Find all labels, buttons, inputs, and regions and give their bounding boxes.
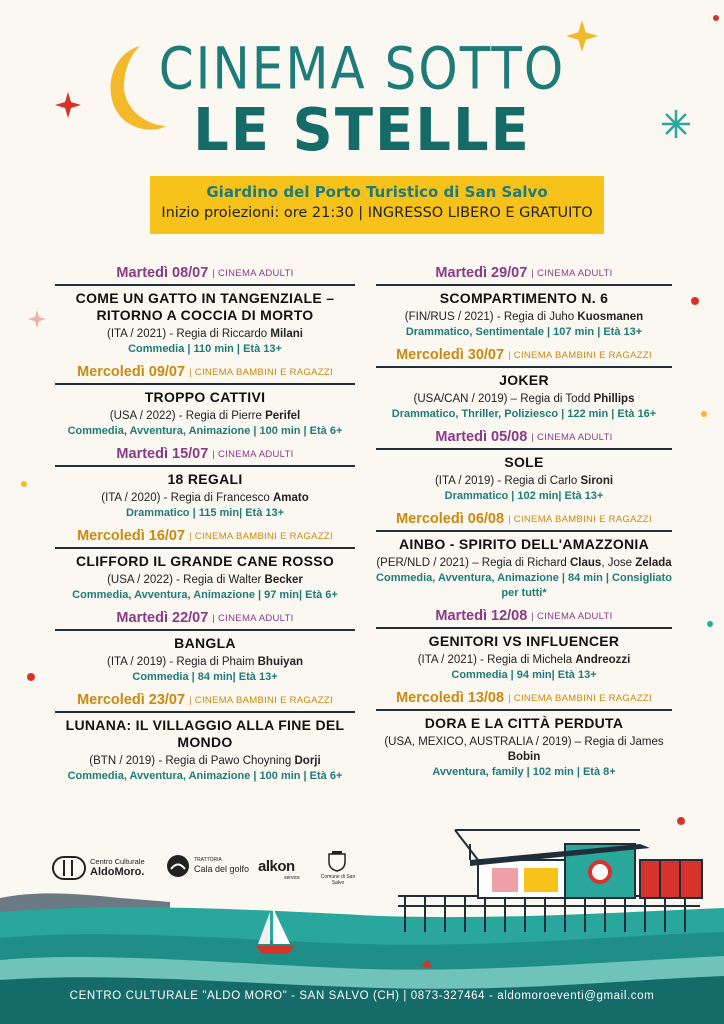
event-entry [55, 264, 355, 357]
event-date: Martedì 22/07 | CINEMA ADULTI [116, 610, 294, 626]
event-category: | CINEMA BAMBINI E RAGAZZI [189, 531, 333, 542]
film-meta: (ITA / 2020) - Regia di Francesco Amato [101, 492, 309, 504]
film-meta: (USA/CAN / 2019) – Regia di Todd Phillips [413, 393, 635, 405]
screening-info: Inizio proiezioni: ore 21:30 | INGRESSO LIBERO E GRATUITO [161, 205, 593, 221]
sponsor-logos: Centro Culturale AldoMoro. TRATTORIA Cala del golfo alkon service Comune di San Salvo [52, 850, 362, 890]
film-meta: (ITA / 2019) - Regia di Phaim Bhuiyan [106, 656, 303, 668]
divider [55, 547, 355, 549]
divider [376, 709, 672, 711]
film-title: AINBO - SPIRITO DELL'AMAZZONIA [398, 536, 650, 552]
event-date: Mercoledì 23/07 | CINEMA BAMBINI E RAGAZZI [77, 692, 333, 708]
film-meta: (ITA / 2021) - Regia di Riccardo Milani [106, 328, 303, 340]
dot-icon [20, 480, 28, 488]
schedule-right-column [376, 264, 672, 786]
event-entry [376, 607, 672, 683]
divider [376, 530, 672, 532]
film-genre: Avventura, family | 102 min | Età 8+ [432, 766, 616, 778]
dot-icon [712, 14, 720, 22]
film-title: BANGLA [174, 635, 236, 651]
film-genre: Commedia, Avventura, Animazione | 97 min| Età 6+ [72, 589, 338, 601]
event-category: | CINEMA BAMBINI E RAGAZZI [189, 367, 333, 378]
event-category: | CINEMA BAMBINI E RAGAZZI [189, 695, 333, 706]
event-entry [55, 609, 355, 685]
event-entry [55, 445, 355, 521]
event-category: | CINEMA ADULTI [212, 449, 294, 460]
film-genre: Commedia | 110 min | Età 13+ [128, 343, 282, 355]
film-genre: Commedia, Avventura, Animazione | 100 min | Età 6+ [67, 770, 343, 782]
cala-logo-icon [166, 854, 190, 878]
film-genre: Commedia, Avventura, Animazione | 100 min | Età 6+ [67, 425, 343, 437]
event-date: Mercoledì 09/07 | CINEMA BAMBINI E RAGAZZI [77, 364, 333, 380]
footer-contacts: CENTRO CULTURALE "ALDO MORO" - SAN SALVO (CH) | 0873-327464 - aldomoroeventi@gmail.com [69, 990, 655, 1002]
divider [55, 284, 355, 286]
event-date: Mercoledì 16/07 | CINEMA BAMBINI E RAGAZZI [77, 528, 333, 544]
event-category: | CINEMA ADULTI [531, 432, 613, 443]
event-date: Martedì 12/08 | CINEMA ADULTI [435, 608, 613, 624]
dot-icon [700, 410, 708, 418]
film-title: SOLE [504, 454, 544, 470]
event-category: | CINEMA ADULTI [531, 611, 613, 622]
dot-icon [690, 296, 700, 306]
event-category: | CINEMA BAMBINI E RAGAZZI [508, 693, 652, 704]
coat-of-arms-icon [326, 850, 348, 872]
event-category: | CINEMA ADULTI [531, 268, 613, 279]
film-genre: Drammatico, Sentimentale | 107 min | Età 13+ [405, 326, 643, 338]
film-genre: Drammatico, Thriller, Poliziesco | 122 min | Età 16+ [391, 408, 657, 420]
star-icon [28, 310, 46, 328]
film-title: SCOMPARTIMENTO N. 6 [439, 290, 609, 306]
event-entry [376, 346, 672, 422]
divider [55, 629, 355, 631]
event-entry [376, 510, 672, 601]
film-genre: Commedia | 94 min| Età 13+ [451, 669, 597, 681]
film-genre: Commedia, Avventura, Animazione | 84 min | Consigliato per tutti* [376, 572, 672, 599]
event-entry [55, 527, 355, 603]
event-category: | CINEMA ADULTI [212, 268, 294, 279]
divider [55, 711, 355, 713]
film-title: GENITORI VS INFLUENCER [428, 633, 620, 649]
event-category: | CINEMA BAMBINI E RAGAZZI [508, 514, 652, 525]
film-meta: (FIN/RUS / 2021) - Regia di Juho Kuosmanen [404, 311, 644, 323]
divider [55, 465, 355, 467]
divider [376, 448, 672, 450]
poster-title-line1: CINEMA SOTTO [158, 35, 566, 103]
film-meta: (USA, MEXICO, AUSTRALIA / 2019) – Regia di James Bobin [384, 736, 664, 763]
event-date: Mercoledì 30/07 | CINEMA BAMBINI E RAGAZZI [396, 347, 652, 363]
schedule-left-column [55, 264, 355, 790]
event-date: Martedì 15/07 | CINEMA ADULTI [116, 446, 294, 462]
divider [376, 627, 672, 629]
divider [376, 366, 672, 368]
event-date: Mercoledì 06/08 | CINEMA BAMBINI E RAGAZZI [396, 511, 652, 527]
film-meta: (USA / 2022) - Regia di Walter Becker [107, 574, 303, 586]
divider [376, 284, 672, 286]
divider [55, 383, 355, 385]
film-meta: (ITA / 2019) - Regia di Carlo Sironi [434, 475, 614, 487]
event-date: Martedì 29/07 | CINEMA ADULTI [435, 265, 613, 281]
film-genre: Commedia | 84 min| Età 13+ [132, 671, 278, 683]
event-entry [376, 264, 672, 340]
film-title: LUNANA: IL VILLAGGIO ALLA FINE DEL MONDO [65, 717, 345, 750]
event-entry [55, 363, 355, 439]
film-title: JOKER [499, 372, 549, 388]
venue-banner [150, 176, 604, 234]
dot-icon [26, 672, 36, 682]
event-date: Martedì 05/08 | CINEMA ADULTI [435, 429, 613, 445]
film-meta: (BTN / 2019) - Regia di Pawo Choyning Dorji [89, 755, 321, 767]
poster-title-line2: LE STELLE [193, 96, 531, 165]
event-date: Mercoledì 13/08 | CINEMA BAMBINI E RAGAZZI [396, 690, 652, 706]
film-meta: (ITA / 2021) - Regia di Michela Andreozzi [417, 654, 631, 666]
venue-name: Giardino del Porto Turistico di San Salvo [206, 183, 548, 201]
film-genre: Drammatico | 115 min| Età 13+ [125, 507, 285, 519]
aldomoro-logo-icon [52, 856, 86, 880]
event-entry [55, 691, 355, 784]
event-entry [376, 689, 672, 780]
film-meta: (PER/NLD / 2021) – Regia di Richard Claus, Jose Zelada [376, 557, 672, 569]
event-category: | CINEMA ADULTI [212, 613, 294, 624]
film-title: CLIFFORD IL GRANDE CANE ROSSO [75, 553, 335, 569]
event-entry [376, 428, 672, 504]
film-genre: Drammatico | 102 min| Età 13+ [444, 490, 604, 502]
dot-icon [706, 620, 714, 628]
logo-alkon: alkon service [258, 858, 300, 881]
film-title: COME UN GATTO IN TANGENZIALE – RITORNO A COCCIA DI MORTO [75, 290, 335, 323]
film-title: 18 REGALI [167, 471, 243, 487]
film-meta: (USA / 2022) - Regia di Pierre Perifel [109, 410, 301, 422]
film-title: TROPPO CATTIVI [144, 389, 266, 405]
event-date: Martedì 08/07 | CINEMA ADULTI [116, 265, 294, 281]
film-title: DORA E LA CITTÀ PERDUTA [424, 715, 624, 731]
event-category: | CINEMA BAMBINI E RAGAZZI [508, 350, 652, 361]
